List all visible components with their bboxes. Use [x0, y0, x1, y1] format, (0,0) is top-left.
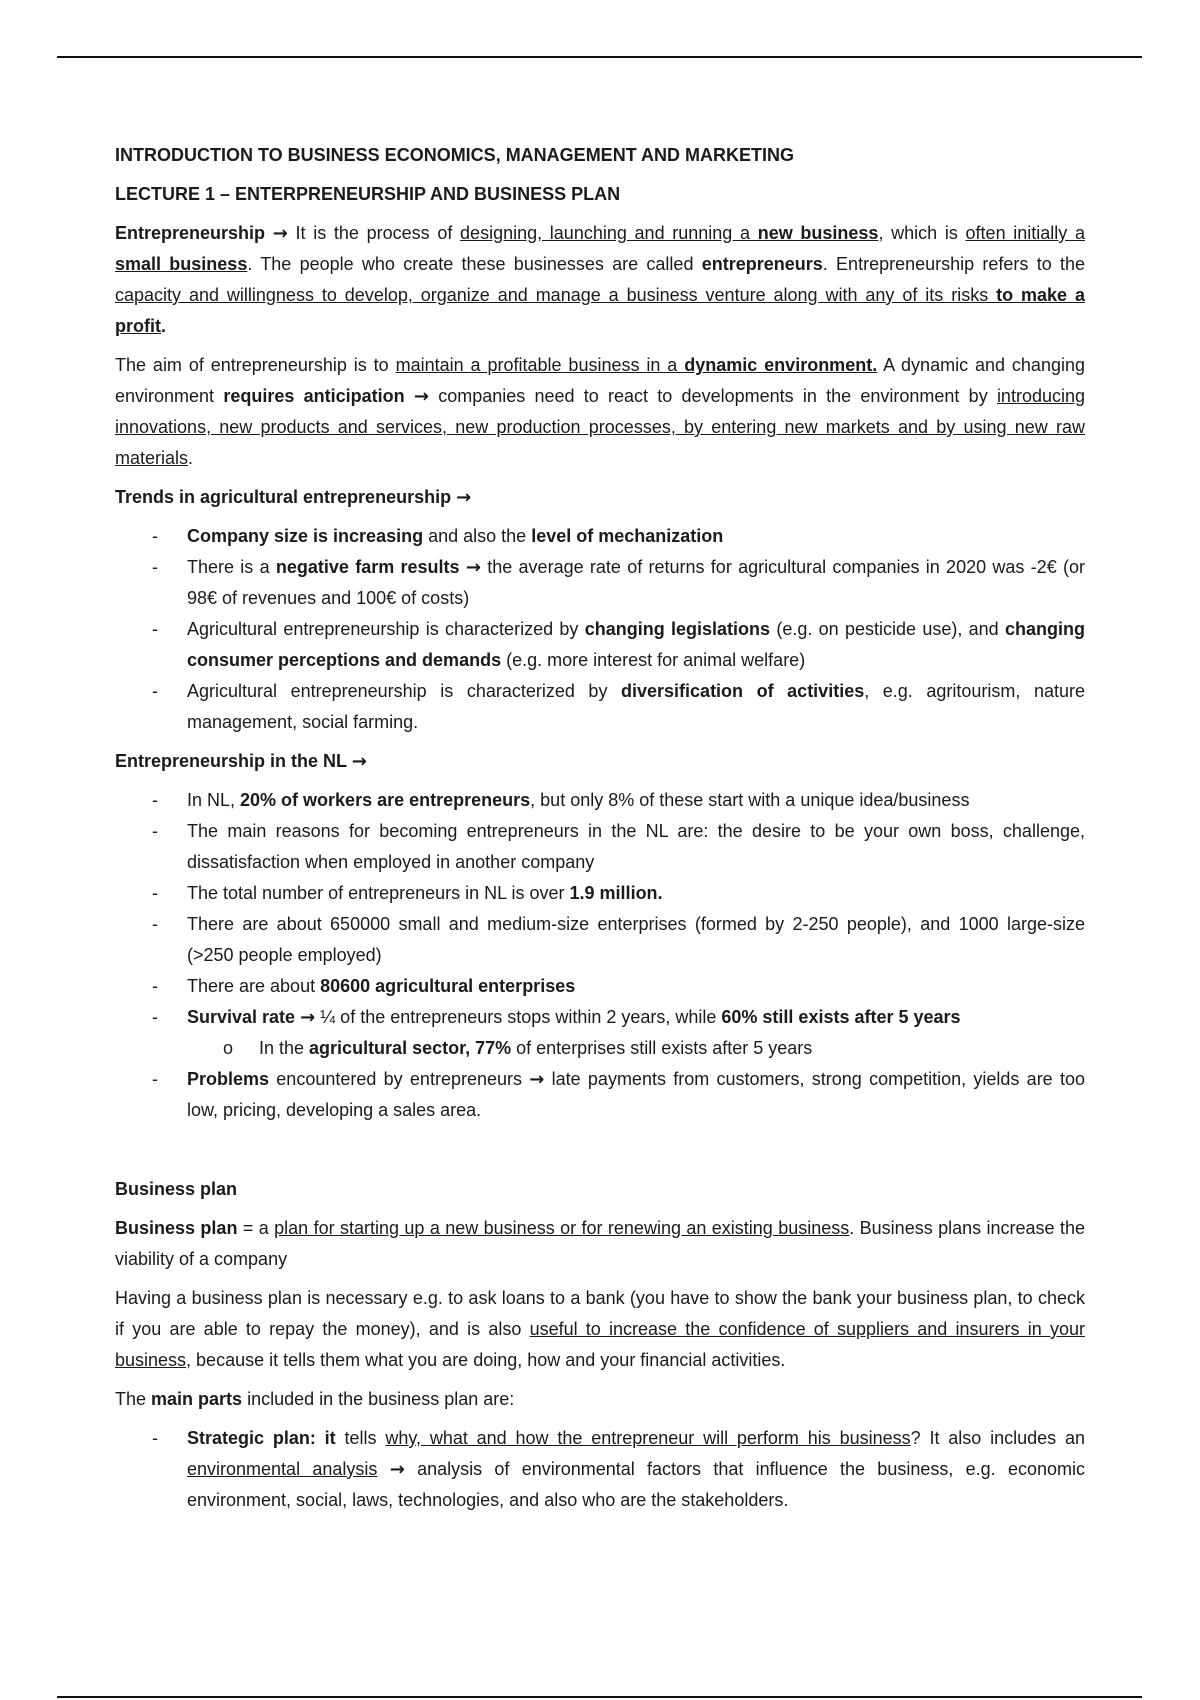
header-rule: [57, 56, 1142, 58]
paragraph-aim: The aim of entrepreneurship is to maintain a profitable business in a dynamic environment. A dynamic and changing environment requires anticipation → companies need to react to developments in the environment by introducing innovations, new products and services, new production processes, by entering new markets and by using new raw materials.: [115, 355, 1085, 468]
list-item: - Agricultural entrepreneurship is characterized by diversification of activities, e.g. agritourism, nature management, social farming.: [115, 676, 1085, 738]
arrow-icon: →: [300, 1007, 316, 1028]
paragraph-entrepreneurship-definition: Entrepreneurship → It is the process of designing, launching and running a new business, which is often initially a small business. The people who create these businesses are called entrepreneurs. Entrepreneurship refers to the capacity and willingness to develop, organize and manage a business venture along with any of its risks to make a profit.: [115, 223, 1086, 336]
nl-list: [115, 785, 1085, 1126]
list-item: - Strategic plan: it tells why, what and how the entrepreneur will perform his business? It also includes an environmental analysis → analysis of environmental factors that influence the business, e.g. economic environment, social, laws, technologies, and also who are the stakeholders.: [115, 1423, 1085, 1516]
footer-rule: [57, 1696, 1142, 1698]
section-heading-nl: Entrepreneurship in the NL →: [115, 751, 367, 772]
list-item: - Company size is increasing and also the level of mechanization: [115, 521, 1085, 552]
arrow-icon: →: [456, 487, 472, 508]
lecture-title: LECTURE 1 – ENTERPRENEURSHIP AND BUSINESS PLAN: [115, 184, 621, 204]
spacer: [115, 1134, 1085, 1174]
arrow-icon: →: [413, 386, 429, 407]
paragraph-main-parts: The main parts included in the business plan are:: [115, 1389, 515, 1409]
sub-list: [187, 1033, 1085, 1064]
trends-list: [115, 521, 1085, 738]
arrow-icon: →: [389, 1459, 405, 1480]
section-heading-trends: Trends in agricultural entrepreneurship →: [115, 487, 472, 508]
list-item: - The main reasons for becoming entrepreneurs in the NL are: the desire to be your own boss, challenge, dissatisfaction when employed in another company: [115, 816, 1085, 878]
arrow-icon: →: [351, 751, 367, 772]
list-item: - Survival rate → ¼ of the entrepreneurs stops within 2 years, while 60% still exists after 5 years o In the agricultural sector, 77% of enterprises still exists after 5 years: [115, 1002, 1085, 1064]
list-item: - In NL, 20% of workers are entrepreneurs, but only 8% of these start with a unique idea/business: [115, 785, 1085, 816]
document-title: INTRODUCTION TO BUSINESS ECONOMICS, MANAGEMENT AND MARKETING: [115, 145, 795, 165]
business-plan-parts-list: [115, 1423, 1085, 1516]
paragraph-business-plan-definition: Business plan = a plan for starting up a new business or for renewing an existing business. Business plans increase the viability of a company: [115, 1218, 1085, 1269]
list-item: - The total number of entrepreneurs in NL is over 1.9 million.: [115, 878, 1085, 909]
list-item: - There is a negative farm results → the average rate of returns for agricultural companies in 2020 was -2€ (or 98€ of revenues and 100€ of costs): [115, 552, 1085, 614]
sub-list-item: o In the agricultural sector, 77% of enterprises still exists after 5 years: [187, 1033, 1085, 1064]
list-item: - Problems encountered by entrepreneurs → late payments from customers, strong competition, yields are too low, pricing, developing a sales area.: [115, 1064, 1085, 1126]
paragraph-business-plan-necessity: Having a business plan is necessary e.g. to ask loans to a bank (you have to show the bank your business plan, to check if you are able to repay the money), and is also useful to increase the confidence of suppliers and insurers in your business, because it tells them what you are doing, how and your financial activities.: [115, 1288, 1085, 1370]
arrow-icon: →: [465, 557, 481, 578]
arrow-icon: →: [272, 223, 288, 244]
document-body: [115, 140, 1085, 1524]
list-item: - There are about 650000 small and medium-size enterprises (formed by 2-250 people), and 1000 large-size (>250 people employed): [115, 909, 1085, 971]
section-heading-business-plan: Business plan: [115, 1179, 238, 1199]
list-item: - There are about 80600 agricultural enterprises: [115, 971, 1085, 1002]
arrow-icon: →: [529, 1069, 545, 1090]
list-item: - Agricultural entrepreneurship is characterized by changing legislations (e.g. on pesticide use), and changing consumer perceptions and demands (e.g. more interest for animal welfare): [115, 614, 1085, 676]
